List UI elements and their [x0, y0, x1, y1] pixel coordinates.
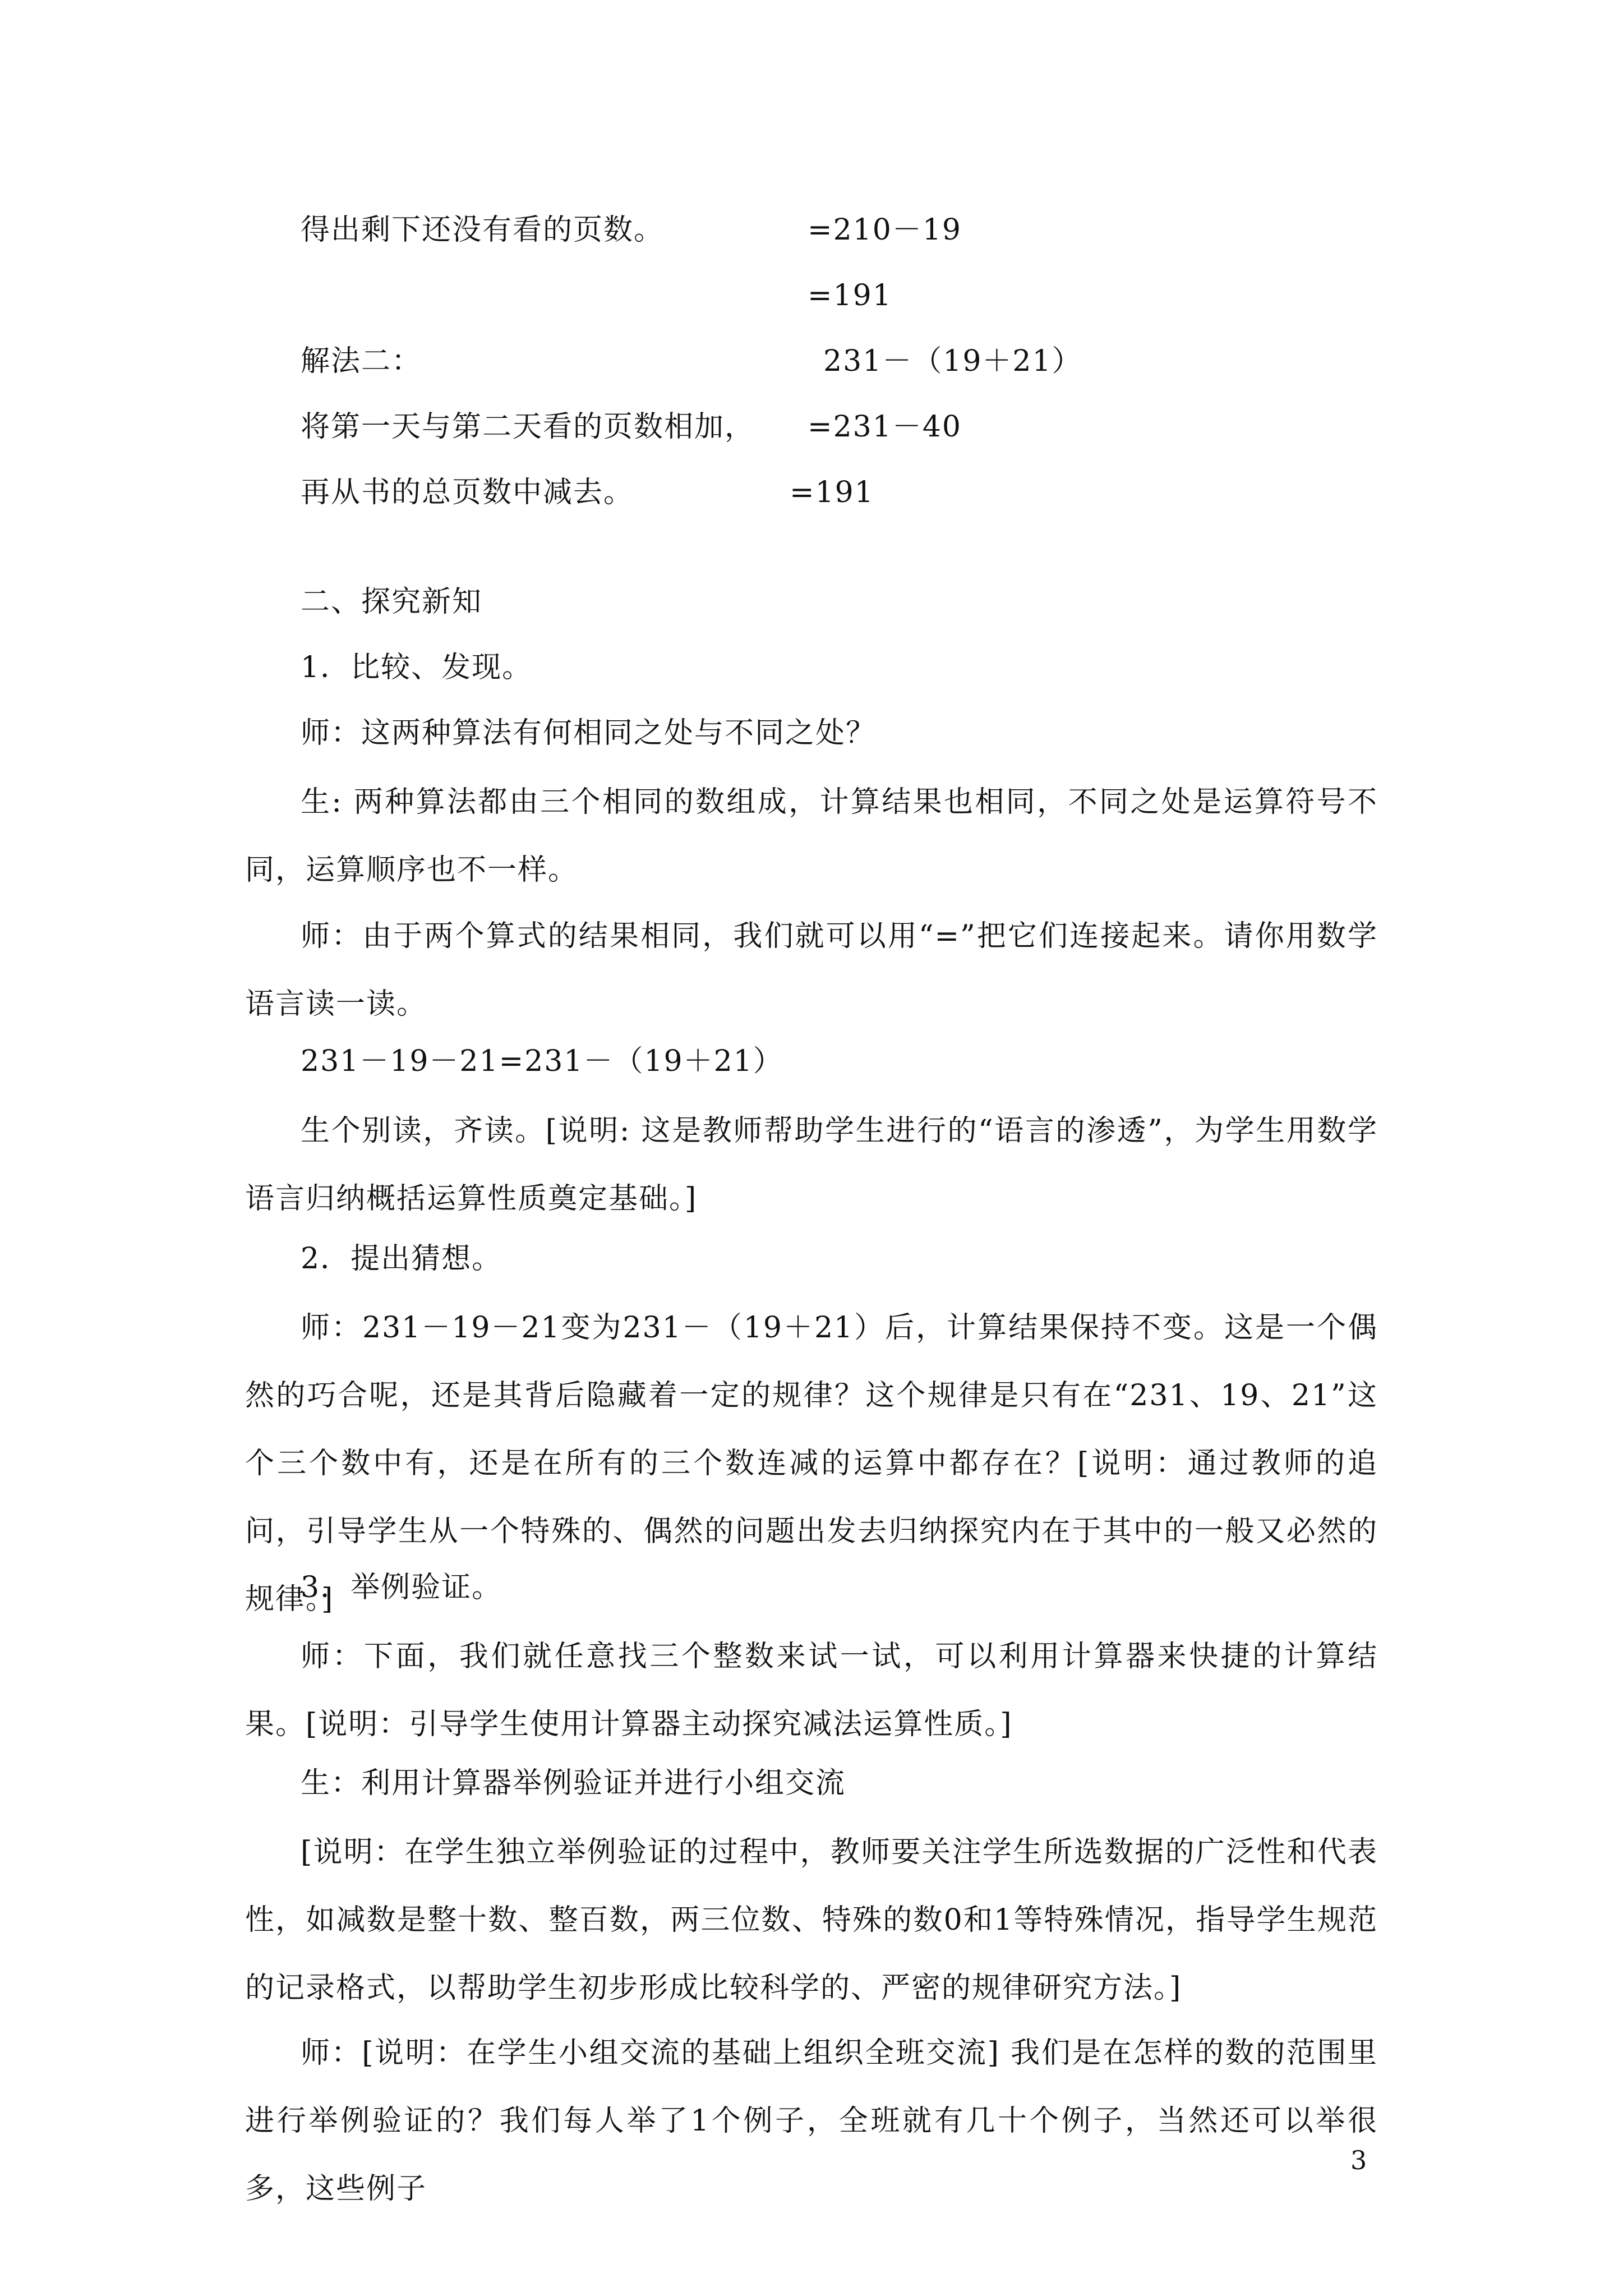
calc-row1-expr: =210－19 [808, 213, 962, 247]
calc-row2-expr: =191 [808, 279, 892, 312]
teacher-paragraph-8: 师：[说明：在学生小组交流的基础上组织全班交流] 我们是在怎样的数的范围里进行举例验证的？我们每人举了1个例子，全班就有几十个例子，当然还可以举很多，这些例子 [245, 2036, 1378, 2206]
page-number: 3 [1350, 2145, 1367, 2175]
teacher-paragraph-2: 师：由于两个算式的结果相同，我们就可以用“=”把它们连接起来。请你用数学语言读一读。 [245, 919, 1378, 1021]
calc-row4-text: 将第一天与第二天看的页数相加， [301, 410, 755, 444]
teacher-paragraph-5: 师：下面，我们就任意找三个整数来试一试，可以利用计算器来快捷的计算结果。[说明：引导学生使用计算器主动探究减法运算性质。] [245, 1640, 1378, 1741]
solution-two-label: 解法二： [301, 344, 422, 378]
section-heading: 二、探究新知 [301, 585, 483, 619]
student-answer-1: 生: 两种算法都由三个相同的数组成，计算结果也相同，不同之处是运算符号不同，运算顺序也不一样。 [245, 785, 1378, 887]
calc-row5-text: 再从书的总页数中减去。 [301, 476, 634, 509]
item-1-heading: 1．比较、发现。 [301, 651, 533, 684]
calc-row1-text: 得出剩下还没有看的页数。 [301, 213, 665, 247]
item-3-heading: 3．举例验证。 [301, 1571, 502, 1604]
teacher-paragraph-4: 师：231－19－21变为231－（19＋21）后，计算结果保持不变。这是一个偶然的巧合呢，还是其背后隐藏着一定的规律？这个规律是只有在“231、19、21”这个三个数中有，还是在所有的三个数连减的运算中都存在？[说明：通过教师的追问，引导学生从一个特殊的、偶然的问题出发去归纳探究内在于其中的一般又必然的规律。] [245, 1311, 1378, 1616]
calc-row5-expr: =191 [790, 476, 874, 509]
solution-two-expr: 231－（19＋21） [823, 344, 1082, 378]
item-2-heading: 2．提出猜想。 [301, 1242, 502, 1276]
student-paragraph-6: 生：利用计算器举例验证并进行小组交流 [301, 1766, 846, 1800]
calc-row4-expr: =231－40 [808, 410, 962, 444]
note-paragraph-7: [说明：在学生独立举例验证的过程中，教师要关注学生所选数据的广泛性和代表性，如减数是整十数、整百数，两三位数、特殊的数0和1等特殊情况，指导学生规范的记录格式，以帮助学生初步形成比较科学的、严密的规律研究方法。] [245, 1835, 1378, 2005]
teacher-question-1: 师：这两种算法有何相同之处与不同之处？ [301, 716, 877, 750]
student-paragraph-3: 生个别读，齐读。[说明: 这是教师帮助学生进行的“语言的渗透”，为学生用数学语言归纳概括运算性质奠定基础。] [245, 1114, 1378, 1216]
equation: 231－19－21=231－（19＋21） [301, 1045, 783, 1078]
